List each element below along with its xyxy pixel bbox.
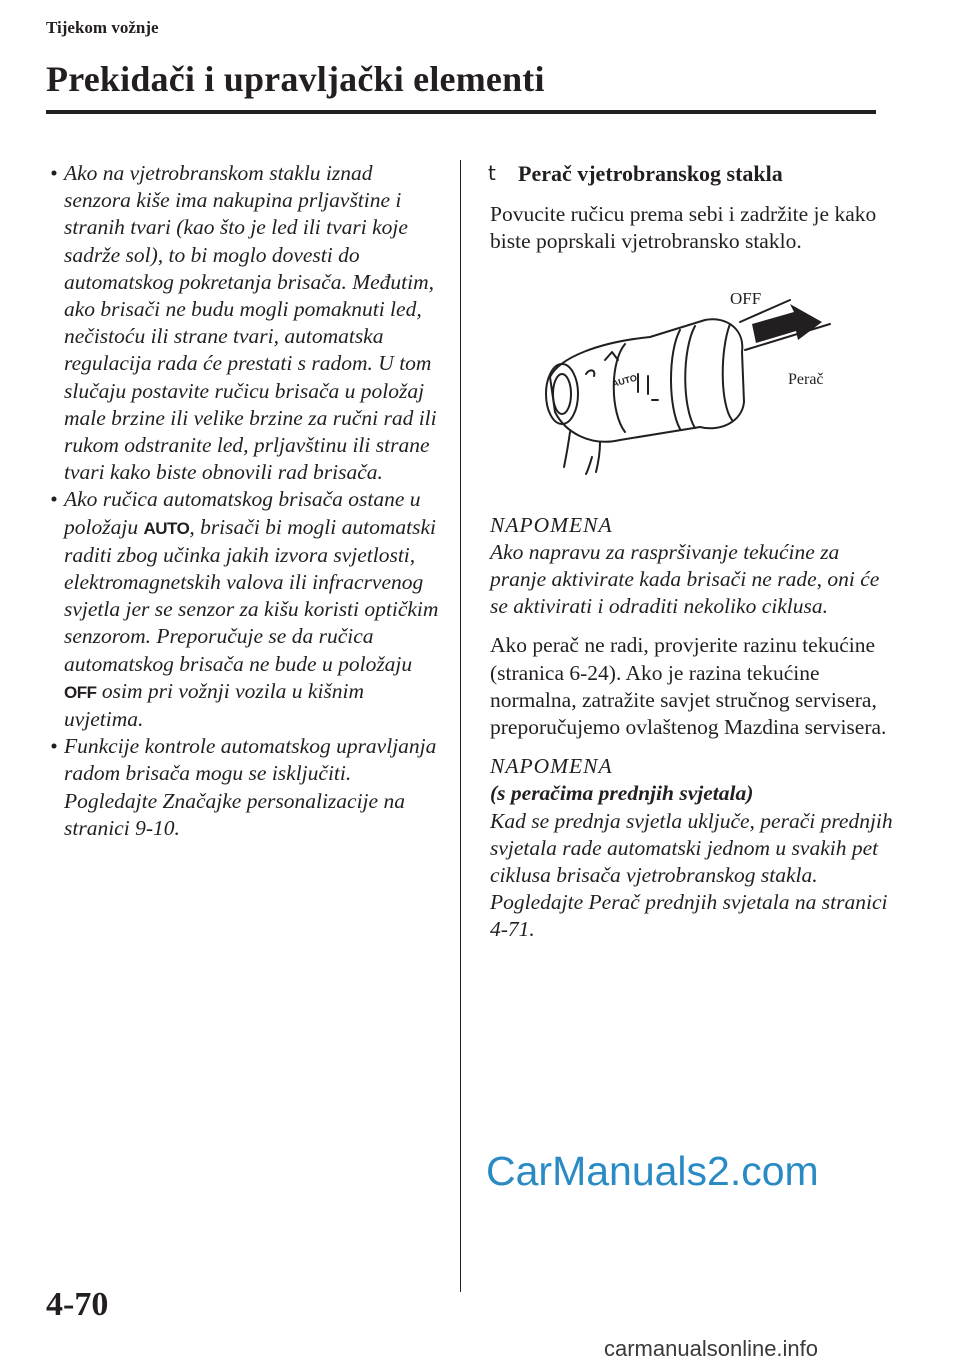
section-heading: [488, 160, 898, 187]
section-label: Tijekom vožnje: [46, 18, 159, 37]
bullet-personalization: [50, 733, 442, 842]
note-text: Ako napravu za raspršivanje tekućine za pranje aktivirate kada brisači ne rade, oni će se aktivirati i odraditi nekoliko ciklusa.: [490, 539, 880, 619]
note-washer-activation: [478, 512, 898, 621]
note-title: NAPOMENA: [490, 512, 613, 537]
auto-glyph-icon: AUTO: [143, 518, 190, 538]
figure-lever-auto-label: AUTO: [610, 372, 638, 389]
note-title: NAPOMENA: [490, 754, 613, 779]
bullet-text: osim pri vožnji vozila u kišnim uvjetima.: [64, 678, 365, 732]
figure-label-washer: Perač: [788, 371, 824, 388]
bullet-text: Ako ručica automatskog brisača ostane u položaju: [64, 487, 421, 539]
wiper-lever-illustration: [530, 282, 850, 482]
left-column: [50, 160, 442, 842]
bullet-text: Funkcije kontrole automatskog upravljanja radom brisača mogu se isključiti.: [64, 734, 437, 786]
bullet-marker: •: [50, 734, 58, 759]
watermark: CarManuals2.com: [486, 1148, 819, 1194]
note-reference: Pogledajte Perač prednjih svjetala na stranici 4-71.: [490, 890, 888, 942]
heading-marker-icon: t: [488, 161, 496, 185]
page-number: 4-70: [46, 1286, 109, 1323]
title-rule: [46, 110, 876, 114]
bullet-auto-position: [50, 486, 442, 733]
intro-paragraph: Povucite ručicu prema sebi i zadržite je kako biste poprskali vjetrobransko staklo.: [490, 202, 877, 254]
note-text: Kad se prednja svjetla uključe, perači prednjih svjetala rade automatski jednom u svakih pet ciklusa brisača vjetrobranskog stakla.: [490, 808, 893, 888]
bullet-text: , brisači bi mogli automatski raditi zbog učinka jakih izvora svjetlosti, elektromagnetskih valova ili infracrvenog svjetla jer se senzor za kišu koristi optičkim senzorom. Preporučuje se da ručica automatskog brisača ne bude u položaju: [64, 514, 439, 676]
right-column: [478, 160, 898, 944]
figure-label-off: OFF: [730, 289, 762, 308]
note-subtitle: (s peračima prednjih svjetala): [490, 781, 754, 806]
washer-check-paragraph: Ako perač ne radi, provjerite razinu tekućine (stranica 6-24). Ako je razina tekućine normalna, zatražite savjet stručnog servisera, preporučujemo ovlaštenog Mazdina servisera.: [490, 633, 887, 740]
page-title: Prekidači i upravljački elementi: [46, 59, 545, 99]
note-headlight-washers: [478, 753, 898, 943]
heading-text: Perač vjetrobranskog stakla: [518, 161, 783, 186]
off-glyph-icon: OFF: [64, 682, 97, 702]
bullet-text: Ako na vjetrobranskom staklu iznad senzora kiše ima nakupina prljavštine i stranih tvari (kao što je led ili tvari koje sadrže sol), to bi moglo dovesti do automatskog pokretanja brisača. Međutim, ako brisači ne budu mogli pomaknuti led, nečistoću ili strane tvari, automatska regulacija rada će prestati s radom. U tom slučaju postavite ručicu brisača u položaj male brzine ili velike brzine za ručni rad ili rukom odstranite led, prljavštinu ili strane tvari kako biste obnovili rad brisača.: [64, 161, 437, 485]
column-divider: [460, 160, 461, 1292]
footer-brand: carmanualsonline.info: [604, 1336, 819, 1361]
bullet-reference: Pogledajte Značajke personalizacije na stranici 9-10.: [64, 788, 405, 840]
bullet-rain-sensor-dirt: [50, 160, 442, 486]
bullet-marker: •: [50, 161, 58, 185]
bullet-marker: •: [50, 487, 58, 512]
